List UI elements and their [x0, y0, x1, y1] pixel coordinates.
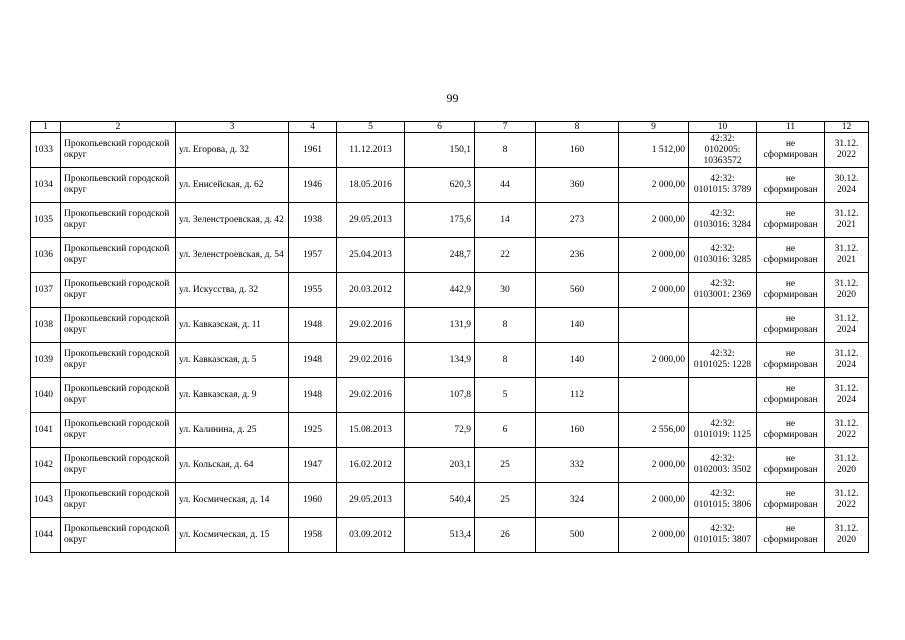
address-cell: ул. Зеленстроевская, д. 54 — [176, 238, 289, 273]
table-row — [31, 168, 869, 203]
deadline-cell: 31.12. 2022 — [825, 413, 869, 448]
status-cell: не сформирован — [757, 273, 825, 308]
residents-cell: 8 — [475, 343, 536, 378]
year-built-cell: 1960 — [289, 483, 337, 518]
municipality-cell: Прокопьевский городской округ — [61, 448, 176, 483]
year-built-cell: 1938 — [289, 203, 337, 238]
area-cell: 513,4 — [405, 518, 475, 553]
cost-cell: 2 000,00 — [619, 343, 689, 378]
date-cell: 03.09.2012 — [337, 518, 405, 553]
row-number-cell: 1037 — [31, 273, 61, 308]
status-cell: не сформирован — [757, 378, 825, 413]
area-total-cell: 112 — [536, 378, 619, 413]
cadastral-number-cell: 42:32: 0102003: 3502 — [689, 448, 757, 483]
area-total-cell: 360 — [536, 168, 619, 203]
residents-cell: 5 — [475, 378, 536, 413]
area-total-cell: 160 — [536, 133, 619, 168]
address-cell: ул. Кольская, д. 64 — [176, 448, 289, 483]
address-cell: ул. Калинина, д. 25 — [176, 413, 289, 448]
area-cell: 107,8 — [405, 378, 475, 413]
municipality-cell: Прокопьевский городской округ — [61, 378, 176, 413]
year-built-cell: 1946 — [289, 168, 337, 203]
deadline-cell: 31.12. 2020 — [825, 448, 869, 483]
address-cell: ул. Енисейская, д. 62 — [176, 168, 289, 203]
row-number-cell: 1044 — [31, 518, 61, 553]
address-cell: ул. Кавказская, д. 9 — [176, 378, 289, 413]
column-number-cell: 8 — [536, 122, 619, 133]
year-built-cell: 1948 — [289, 343, 337, 378]
status-cell: не сформирован — [757, 343, 825, 378]
date-cell: 29.05.2013 — [337, 483, 405, 518]
cadastral-number-cell: 42:32: 0103016: 3285 — [689, 238, 757, 273]
row-number-cell: 1043 — [31, 483, 61, 518]
page-number: 99 — [446, 91, 459, 105]
date-cell: 29.02.2016 — [337, 378, 405, 413]
status-cell: не сформирован — [757, 518, 825, 553]
column-number-cell: 9 — [619, 122, 689, 133]
cost-cell: 1 512,00 — [619, 133, 689, 168]
table-row — [31, 413, 869, 448]
cadastral-number-cell: 42:32: 0101015: 3806 — [689, 483, 757, 518]
deadline-cell: 31.12. 2024 — [825, 378, 869, 413]
cost-cell: 2 000,00 — [619, 203, 689, 238]
column-number-cell: 4 — [289, 122, 337, 133]
cadastral-number-cell: 42:32: 0101025: 1228 — [689, 343, 757, 378]
area-total-cell: 324 — [536, 483, 619, 518]
municipality-cell: Прокопьевский городской округ — [61, 273, 176, 308]
residents-cell: 8 — [475, 308, 536, 343]
area-cell: 175,6 — [405, 203, 475, 238]
municipality-cell: Прокопьевский городской округ — [61, 308, 176, 343]
row-number-cell: 1038 — [31, 308, 61, 343]
municipality-cell: Прокопьевский городской округ — [61, 483, 176, 518]
table-row — [31, 518, 869, 553]
status-cell: не сформирован — [757, 203, 825, 238]
housing-table — [30, 121, 869, 553]
residents-cell: 26 — [475, 518, 536, 553]
address-cell: ул. Зеленстроевская, д. 42 — [176, 203, 289, 238]
residents-cell: 14 — [475, 203, 536, 238]
status-cell: не сформирован — [757, 483, 825, 518]
cost-cell: 2 000,00 — [619, 273, 689, 308]
status-cell: не сформирован — [757, 308, 825, 343]
cadastral-number-cell: 42:32: 0103016: 3284 — [689, 203, 757, 238]
year-built-cell: 1925 — [289, 413, 337, 448]
year-built-cell: 1947 — [289, 448, 337, 483]
address-cell: ул. Кавказская, д. 11 — [176, 308, 289, 343]
date-cell: 16.02.2012 — [337, 448, 405, 483]
deadline-cell: 31.12. 2021 — [825, 203, 869, 238]
address-cell: ул. Космическая, д. 14 — [176, 483, 289, 518]
cadastral-number-cell: 42:32: 0101019: 1125 — [689, 413, 757, 448]
municipality-cell: Прокопьевский городской округ — [61, 413, 176, 448]
table-row — [31, 203, 869, 238]
area-total-cell: 160 — [536, 413, 619, 448]
deadline-cell: 31.12. 2024 — [825, 308, 869, 343]
cadastral-number-cell — [689, 308, 757, 343]
row-number-cell: 1040 — [31, 378, 61, 413]
date-cell: 18.05.2016 — [337, 168, 405, 203]
residents-cell: 30 — [475, 273, 536, 308]
row-number-cell: 1033 — [31, 133, 61, 168]
deadline-cell: 30.12. 2024 — [825, 168, 869, 203]
residents-cell: 25 — [475, 448, 536, 483]
area-cell: 150,1 — [405, 133, 475, 168]
table-row — [31, 308, 869, 343]
column-number-cell: 5 — [337, 122, 405, 133]
area-total-cell: 332 — [536, 448, 619, 483]
deadline-cell: 31.12. 2022 — [825, 483, 869, 518]
deadline-cell: 31.12. 2021 — [825, 238, 869, 273]
cost-cell — [619, 308, 689, 343]
municipality-cell: Прокопьевский городской округ — [61, 238, 176, 273]
table-row — [31, 343, 869, 378]
cost-cell — [619, 378, 689, 413]
cadastral-number-cell: 42:32: 0101015: 3807 — [689, 518, 757, 553]
status-cell: не сформирован — [757, 413, 825, 448]
residents-cell: 25 — [475, 483, 536, 518]
residents-cell: 44 — [475, 168, 536, 203]
column-number-cell: 11 — [757, 122, 825, 133]
table-row — [31, 273, 869, 308]
residents-cell: 8 — [475, 133, 536, 168]
date-cell: 29.02.2016 — [337, 308, 405, 343]
area-total-cell: 273 — [536, 203, 619, 238]
deadline-cell: 31.12. 2024 — [825, 343, 869, 378]
row-number-cell: 1042 — [31, 448, 61, 483]
date-cell: 20.03.2012 — [337, 273, 405, 308]
area-cell: 131,9 — [405, 308, 475, 343]
year-built-cell: 1961 — [289, 133, 337, 168]
cadastral-number-cell: 42:32: 0103001: 2369 — [689, 273, 757, 308]
municipality-cell: Прокопьевский городской округ — [61, 343, 176, 378]
area-cell: 540,4 — [405, 483, 475, 518]
residents-cell: 6 — [475, 413, 536, 448]
deadline-cell: 31.12. 2020 — [825, 518, 869, 553]
area-cell: 72,9 — [405, 413, 475, 448]
area-total-cell: 140 — [536, 343, 619, 378]
status-cell: не сформирован — [757, 168, 825, 203]
column-number-cell: 1 — [31, 122, 61, 133]
status-cell: не сформирован — [757, 238, 825, 273]
area-total-cell: 140 — [536, 308, 619, 343]
row-number-cell: 1039 — [31, 343, 61, 378]
cost-cell: 2 000,00 — [619, 448, 689, 483]
area-cell: 134,9 — [405, 343, 475, 378]
year-built-cell: 1957 — [289, 238, 337, 273]
address-cell: ул. Кавказская, д. 5 — [176, 343, 289, 378]
residents-cell: 22 — [475, 238, 536, 273]
status-cell: не сформирован — [757, 448, 825, 483]
date-cell: 29.05.2013 — [337, 203, 405, 238]
cadastral-number-cell: 42:32: 0101015: 3789 — [689, 168, 757, 203]
row-number-cell: 1041 — [31, 413, 61, 448]
table-row — [31, 133, 869, 168]
row-number-cell: 1034 — [31, 168, 61, 203]
area-total-cell: 236 — [536, 238, 619, 273]
year-built-cell: 1948 — [289, 378, 337, 413]
table-row — [31, 483, 869, 518]
table-row — [31, 238, 869, 273]
address-cell: ул. Искусства, д. 32 — [176, 273, 289, 308]
cadastral-number-cell — [689, 378, 757, 413]
cost-cell: 2 000,00 — [619, 483, 689, 518]
date-cell: 25.04.2013 — [337, 238, 405, 273]
table-row — [31, 378, 869, 413]
year-built-cell: 1955 — [289, 273, 337, 308]
area-total-cell: 560 — [536, 273, 619, 308]
address-cell: ул. Егорова, д. 32 — [176, 133, 289, 168]
cost-cell: 2 556,00 — [619, 413, 689, 448]
row-number-cell: 1036 — [31, 238, 61, 273]
year-built-cell: 1958 — [289, 518, 337, 553]
cost-cell: 2 000,00 — [619, 168, 689, 203]
area-total-cell: 500 — [536, 518, 619, 553]
cadastral-number-cell: 42:32: 0102005: 10363572 — [689, 133, 757, 168]
column-number-cell: 10 — [689, 122, 757, 133]
deadline-cell: 31.12. 2022 — [825, 133, 869, 168]
area-cell: 248,7 — [405, 238, 475, 273]
column-number-cell: 7 — [475, 122, 536, 133]
date-cell: 29.02.2016 — [337, 343, 405, 378]
date-cell: 15.08.2013 — [337, 413, 405, 448]
area-cell: 442,9 — [405, 273, 475, 308]
row-number-cell: 1035 — [31, 203, 61, 238]
municipality-cell: Прокопьевский городской округ — [61, 203, 176, 238]
cost-cell: 2 000,00 — [619, 518, 689, 553]
column-number-cell: 6 — [405, 122, 475, 133]
deadline-cell: 31.12. 2020 — [825, 273, 869, 308]
column-number-cell: 3 — [176, 122, 289, 133]
column-numbers-row — [31, 122, 869, 133]
municipality-cell: Прокопьевский городской округ — [61, 518, 176, 553]
cost-cell: 2 000,00 — [619, 238, 689, 273]
status-cell: не сформирован — [757, 133, 825, 168]
area-cell: 620,3 — [405, 168, 475, 203]
column-number-cell: 2 — [61, 122, 176, 133]
column-number-cell: 12 — [825, 122, 869, 133]
table-row — [31, 448, 869, 483]
year-built-cell: 1948 — [289, 308, 337, 343]
area-cell: 203,1 — [405, 448, 475, 483]
date-cell: 11.12.2013 — [337, 133, 405, 168]
municipality-cell: Прокопьевский городской округ — [61, 168, 176, 203]
municipality-cell: Прокопьевский городской округ — [61, 133, 176, 168]
address-cell: ул. Космическая, д. 15 — [176, 518, 289, 553]
